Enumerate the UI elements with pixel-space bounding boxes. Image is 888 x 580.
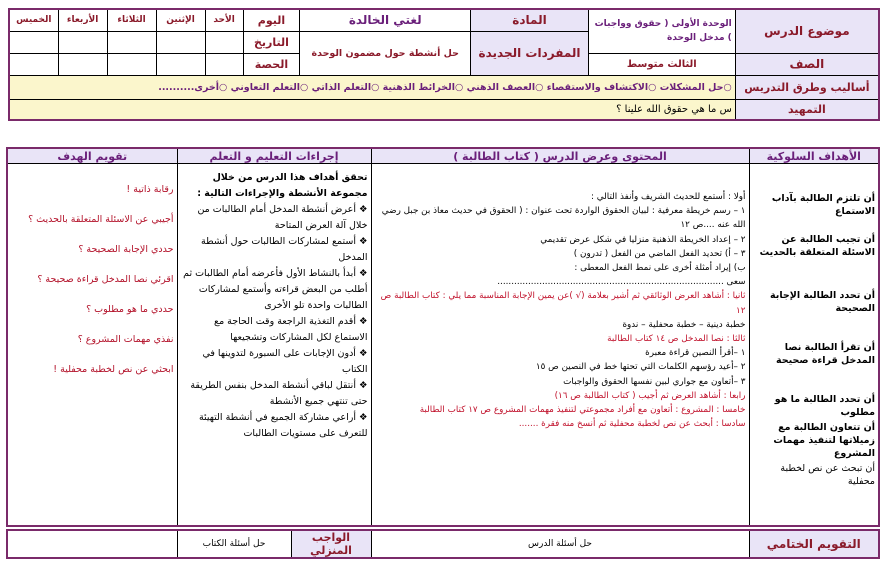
goal-item: أن تحدد الطالبة الإجابة الصحيحة	[770, 290, 875, 314]
date-cell-1	[205, 31, 243, 53]
day-wednesday: الأربعاء	[58, 9, 107, 31]
content-line: ب) إيراد أمثلة أخرى على نمط الفعل المعطى :	[574, 263, 746, 274]
final-eval-value: حل أسئلة الدرس	[371, 530, 749, 558]
footer-table	[6, 529, 880, 559]
content-line: سعى .................................................................................	[497, 277, 746, 288]
procedure-item: ❖ أقدم التغذية الراجعة وقت الحاجة مع الاستماع لكل المشاركات وتشجيعها	[214, 316, 368, 343]
content-line: ٣ –أتعاون مع جواري لبين نفسها الحقوق والواجبات	[563, 376, 746, 387]
procedure-item: تحقق أهداف هذا الدرس من خلال مجموعة الأنشطة والإجراءات التالية :	[197, 172, 368, 199]
content-column	[371, 164, 749, 526]
period-cell-3	[107, 53, 156, 75]
date-label: التاريخ	[243, 31, 300, 53]
day-sunday: الأحد	[205, 9, 243, 31]
procedures-column	[177, 164, 371, 526]
goal-item: أن تتعاون الطالبة مع زميلاتها لتنفيذ مهمات المشروع	[773, 422, 875, 459]
day-thursday: الخميس	[9, 9, 58, 31]
grade-label: الصف	[735, 53, 879, 75]
procedure-item: ❖ أستمع لمشاركات الطالبات حول أنشطة المدخل	[201, 236, 368, 263]
content-line: ١ – رسم خريطة معرفية : لبيان الحقوق الواردة تحت عنوان : ( الحقوق في حديث معاذ بن جبل رضي الله عنه ....ص ١٢	[381, 206, 746, 231]
footer-empty-cell	[7, 530, 177, 558]
content-line: ثالثا : نصا المدخل ص ١٤ كتاب الطالبة	[607, 334, 746, 345]
intro-label: التمهيد	[735, 99, 879, 120]
goals-header: الأهداف السلوكية	[749, 148, 879, 164]
content-line: ٢ – إعداد الخريطة الذهنية منزليا في شكل عرض تقديمي	[540, 234, 746, 245]
procedures-header: إجراءات التعليم و التعلم	[177, 148, 371, 164]
lesson-body-table	[6, 147, 880, 527]
evaluation-item: حددي الإجابة الصحيحة ؟	[78, 244, 174, 255]
period-cell-1	[205, 53, 243, 75]
procedure-item: ❖ أدون الإجابات على السبورة لتدوينها في الكتاب	[202, 348, 368, 375]
final-eval-label: التقويم الختامي	[749, 530, 879, 558]
goal-item: أن تبحث عن نص لخطبة محفلية	[780, 463, 875, 487]
evaluation-header: تقويم الهدف	[7, 148, 177, 164]
content-line: ٣ – أ) تحديد الفعل الماضي من الفعل ( تدرون )	[573, 248, 746, 259]
day-tuesday: الثلاثاء	[107, 9, 156, 31]
period-cell-2	[156, 53, 205, 75]
content-line: ثانيا : أشاهد العرض الوثائقي ثم أشير بعلامة (√ )عن يمين الإجابة المناسبة مما يلي : كتاب الطالبة ص ١٢	[380, 291, 746, 316]
intro-value: س ما هي حقوق الله علينا ؟	[9, 99, 735, 120]
procedure-item: ❖ أراعي مشاركة الجميع في أنشطة التهيئة للتعرف على مستويات الطالبات	[198, 412, 368, 439]
day-monday: الإثنين	[156, 9, 205, 31]
evaluation-item: رقابة ذاتية !	[126, 184, 174, 195]
period-cell-5	[9, 53, 58, 75]
date-cell-2	[156, 31, 205, 53]
goals-column	[749, 164, 879, 526]
evaluation-column	[7, 164, 177, 526]
homework-label: الواجب المنزلي	[291, 530, 371, 558]
date-cell-5	[9, 31, 58, 53]
lesson-topic-label: موضوع الدرس	[735, 9, 879, 53]
content-line: خامسا : المشروع : أتعاون مع أفراد مجموعتي لتنفيذ مهمات المشروع ص ١٧ كتاب الطالبة	[419, 405, 746, 416]
period-label: الحصة	[243, 53, 300, 75]
content-line: رابعا : أشاهد العرض ثم أجيب ( كتاب الطالبة ص ١٦)	[554, 390, 746, 401]
content-line: سادسا : أبحث عن نص لخطبة محفلية ثم أنسخ منه فقرة .......	[518, 419, 746, 430]
new-vocab-value: حل أنشطة حول مضمون الوحدة	[300, 31, 471, 75]
header-table	[8, 8, 880, 121]
homework-value: حل أسئلة الكتاب	[177, 530, 291, 558]
day-label: اليوم	[243, 9, 300, 31]
new-vocab-label: المفردات الجديدة	[471, 31, 589, 75]
goal-item: أن تقرأ الطالبة نصا المدخل قراءة صحيحة	[776, 342, 875, 366]
content-line: خطبة دينية – خطبة محفلية – ندوة	[622, 319, 746, 330]
methods-label: أساليب وطرق التدريس	[735, 75, 879, 99]
content-header: المحتوى وعرض الدرس ( كتاب الطالبة )	[371, 148, 749, 164]
subject-label: المادة	[471, 9, 589, 31]
evaluation-item: أجيبي عن الاسئلة المتعلقة بالحديث ؟	[28, 214, 174, 225]
lesson-plan-page	[8, 8, 880, 560]
procedure-item: ❖ أبدأ بالنشاط الأول فأعرضه أمام الطالبات ثم أطلب من البعض قراءته وأستمع لمشاركات الطالبات واحدة تلو الأخرى	[183, 268, 368, 311]
goal-item: أن تجيب الطالبة عن الاسئلة المتعلقة بالحديث	[759, 234, 875, 258]
evaluation-item: نفذي مهمات المشروع ؟	[77, 334, 174, 345]
evaluation-item: حددي ما هو مطلوب ؟	[86, 304, 174, 315]
date-cell-4	[58, 31, 107, 53]
grade-value: الثالث متوسط	[588, 53, 735, 75]
evaluation-item: اقرئي نصا المدخل قراءة صحيحة ؟	[37, 274, 174, 285]
content-line: ٢ –أعيد رؤسهم الكلمات التي تحتها خط في النصين ص ١٥	[535, 362, 746, 373]
content-line: ١ –أقرأ النصين قراءة معبرة	[645, 348, 746, 359]
period-cell-4	[58, 53, 107, 75]
date-cell-3	[107, 31, 156, 53]
methods-value: ○حل المشكلات ○الاكتشاف والاستقصاء ○العصف الذهني ○الخرائط الذهنية ○التعلم الذاتي ○التعلم التعاوني ○أخرى..........	[9, 75, 735, 99]
subject-value: لغتي الخالدة	[300, 9, 471, 31]
procedure-item: ❖ أعرض أنشطة المدخل أمام الطالبات من خلال آلة العرض المتاحة	[197, 204, 368, 231]
content-line: أولا : أستمع للحديث الشريف وأنفذ التالي :	[591, 192, 746, 202]
procedure-item: ❖ أنتقل لباقي أنشطة المدخل بنفس الطريقة حتى تنتهي جميع الأنشطة	[190, 380, 368, 407]
evaluation-item: ابحثي عن نص لخطبة محفلية !	[53, 364, 174, 375]
lesson-topic-value: الوحدة الأولى ( حقوق وواجبات ) مدخل الوحدة	[588, 9, 735, 53]
goal-item: أن تلتزم الطالبة بآداب الاستماع	[771, 193, 875, 217]
goal-item: أن تحدد الطالبة ما هو مطلوب	[774, 394, 875, 418]
